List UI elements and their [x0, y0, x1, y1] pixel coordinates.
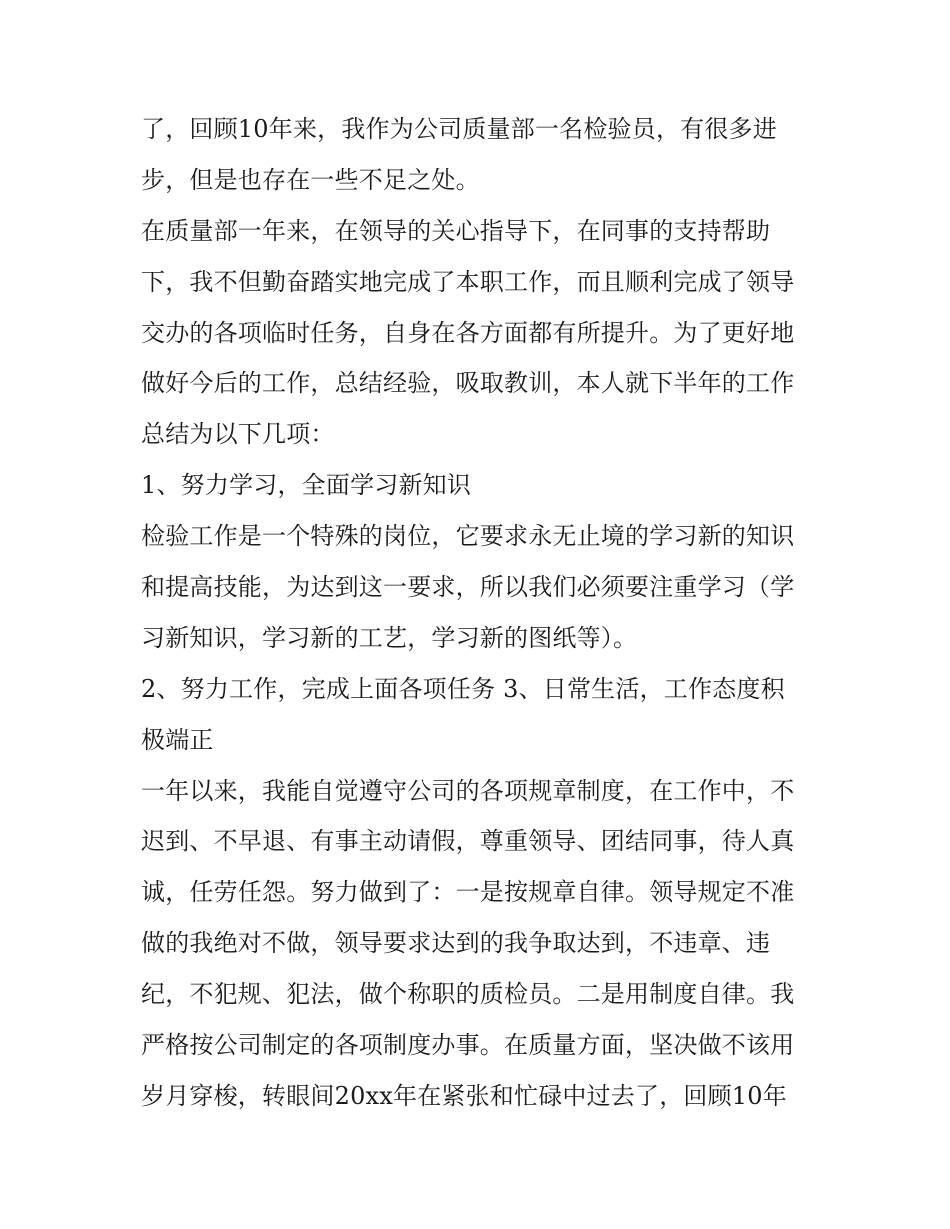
text-line: 一年以来，我能自觉遵守公司的各项规章制度，在工作中，不 [141, 776, 795, 805]
section-heading-2: 2、努力工作，完成上面各项任务 3、日常生活，工作态度积 [141, 674, 785, 703]
text-line: 下，我不但勤奋踏实地完成了本职工作，而且顺利完成了领导 [141, 267, 795, 296]
text-line: 严格按公司制定的各项制度办事。在质量方面，坚决做不该用 [141, 1031, 795, 1060]
text-line: 在质量部一年来，在领导的关心指导下，在同事的支持帮助 [141, 216, 771, 245]
document-body [141, 104, 821, 1122]
text-line: 迟到、不早退、有事主动请假，尊重领导、团结同事，待人真 [141, 827, 795, 856]
text-line: 做的我绝对不做，领导要求达到的我争取达到，不违章、违 [141, 929, 771, 958]
text-line: 习新知识，学习新的工艺，学习新的图纸等）。 [141, 623, 638, 652]
text-line: 做好今后的工作，总结经验，吸取教训，本人就下半年的工作 [141, 369, 795, 398]
section-heading-1: 1、努力学习，全面学习新知识 [141, 471, 472, 500]
text-line: 和提高技能，为达到这一要求，所以我们必须要注重学习（学 [141, 573, 795, 602]
text-line: 交办的各项临时任务，自身在各方面都有所提升。为了更好地 [141, 318, 795, 347]
text-line: 极端正 [141, 725, 214, 754]
text-line: 步，但是也存在一些不足之处。 [141, 165, 480, 194]
text-line: 了，回顾10年来，我作为公司质量部一名检验员，有很多进 [141, 115, 777, 143]
text-line: 纪，不犯规、犯法，做个称职的质检员。二是用制度自律。我 [141, 980, 795, 1009]
text-line: 检验工作是一个特殊的岗位，它要求永无止境的学习新的知识 [141, 522, 795, 551]
text-line: 总结为以下几项： [141, 420, 335, 449]
text-line: 岁月穿梭，转眼间20xx年在紧张和忙碌中过去了，回顾10年 [141, 1081, 787, 1110]
text-line: 诚，任劳任怨。努力做到了：一是按规章自律。领导规定不准 [141, 878, 795, 907]
